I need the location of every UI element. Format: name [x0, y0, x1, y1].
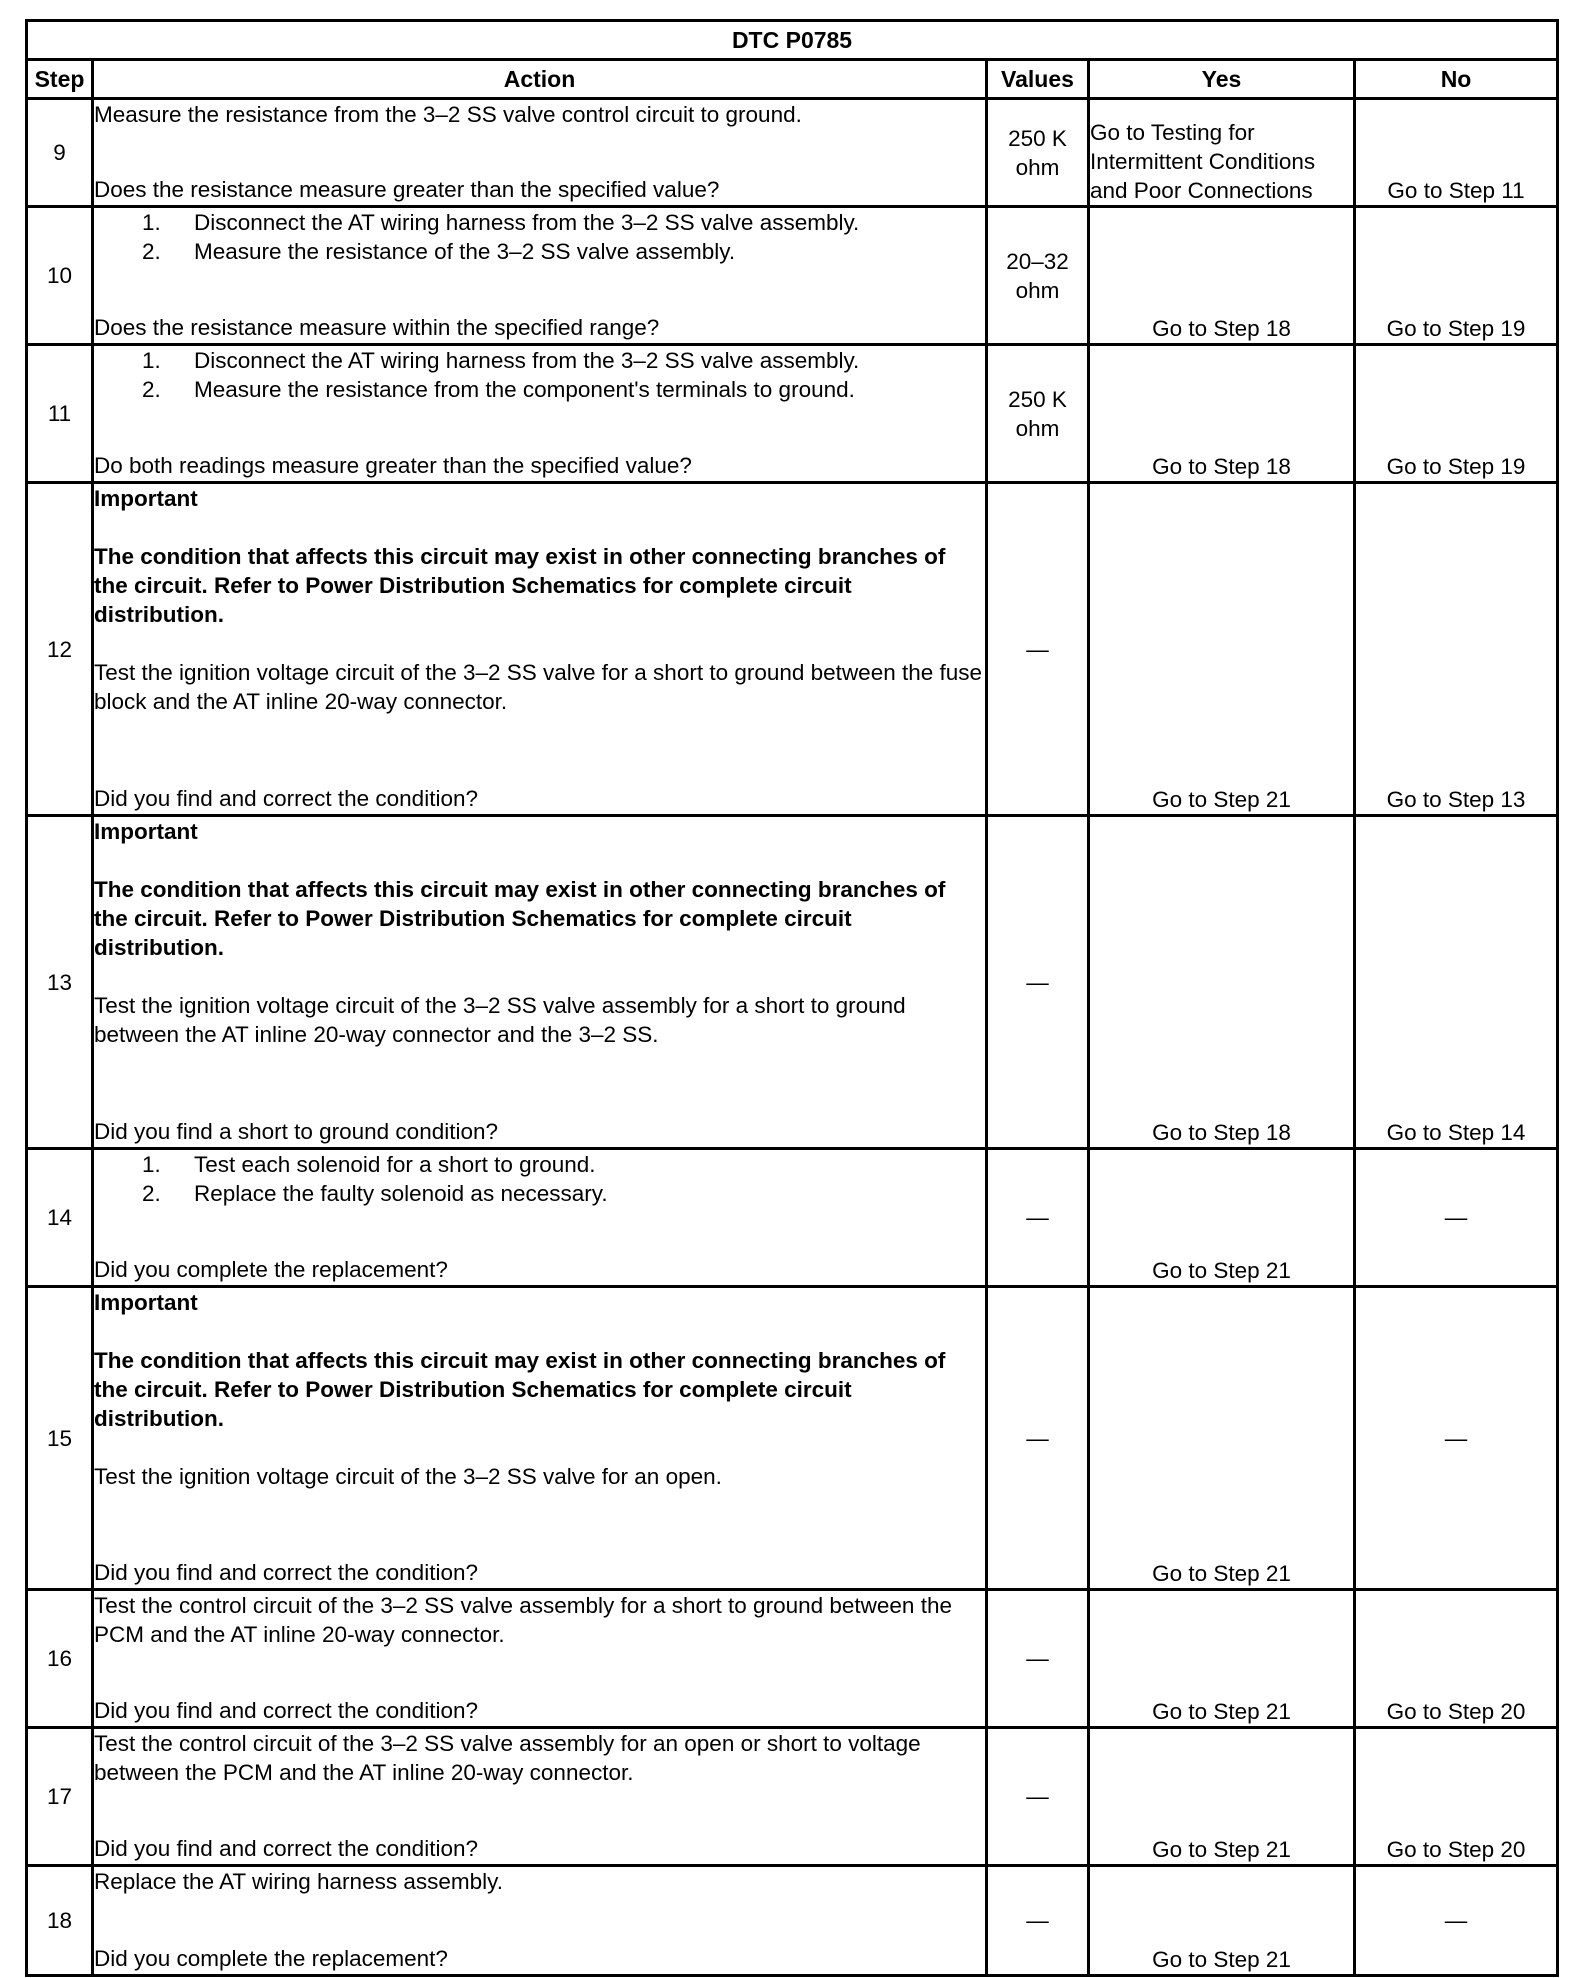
table-row — [27, 816, 1558, 1149]
step-number: 14 — [27, 1149, 93, 1287]
values-cell: — — [987, 1149, 1089, 1287]
title-row — [27, 21, 1558, 60]
no-cell: Go to Step 11 — [1355, 99, 1558, 207]
values-cell: — — [987, 1728, 1089, 1866]
list-item: 2. Replace the faulty solenoid as necessary. — [142, 1181, 608, 1206]
action-instruction: Measure the resistance from the 3–2 SS valve control circuit to ground. — [94, 102, 802, 127]
action-instruction: Test the ignition voltage circuit of the 3–2 SS valve for a short to ground between the fuse block and the AT inline 20-way connector. — [94, 660, 983, 714]
action-cell — [93, 207, 987, 345]
action-cell — [93, 816, 987, 1149]
dtc-table — [25, 19, 1559, 1977]
no-cell: — — [1355, 1866, 1558, 1976]
important-note: The condition that affects this circuit may exist in other connecting branches of the circuit. Refer to Power Distribution Schematics for complete circuit distribution. — [94, 544, 946, 627]
no-cell: Go to Step 19 — [1355, 207, 1558, 345]
header-action: Action — [93, 60, 987, 99]
header-step: Step — [27, 60, 93, 99]
important-label: Important — [94, 819, 198, 844]
no-cell: Go to Step 19 — [1355, 345, 1558, 483]
no-cell: Go to Step 13 — [1355, 483, 1558, 816]
action-cell — [93, 1728, 987, 1866]
step-number: 15 — [27, 1287, 93, 1590]
table-title: DTC P0785 — [27, 21, 1558, 60]
action-question: Did you find and correct the condition? — [94, 1836, 478, 1861]
values-cell: 250 K ohm — [987, 99, 1089, 207]
action-instruction: Test the ignition voltage circuit of the 3–2 SS valve assembly for a short to ground between the AT inline 20-way connector and the 3–2 SS. — [94, 993, 906, 1047]
header-yes: Yes — [1089, 60, 1355, 99]
step-number: 17 — [27, 1728, 93, 1866]
action-steps — [94, 346, 985, 404]
step-number: 9 — [27, 99, 93, 207]
action-instruction: Replace the AT wiring harness assembly. — [94, 1869, 503, 1894]
action-instruction: Test the ignition voltage circuit of the 3–2 SS valve for an open. — [94, 1464, 722, 1489]
step-number: 18 — [27, 1866, 93, 1976]
table-row — [27, 1287, 1558, 1590]
important-note: The condition that affects this circuit may exist in other connecting branches of the circuit. Refer to Power Distribution Schematics for complete circuit distribution. — [94, 877, 946, 960]
yes-cell: Go to Step 21 — [1089, 1728, 1355, 1866]
action-question: Did you complete the replacement? — [94, 1946, 448, 1971]
header-no: No — [1355, 60, 1558, 99]
table-row — [27, 1728, 1558, 1866]
yes-cell: Go to Step 21 — [1089, 1149, 1355, 1287]
table-row — [27, 1149, 1558, 1287]
action-steps — [94, 208, 985, 266]
action-cell — [93, 1590, 987, 1728]
action-question: Did you find and correct the condition? — [94, 786, 478, 811]
action-question: Does the resistance measure within the specified range? — [94, 315, 660, 340]
list-item: 2. Measure the resistance from the component's terminals to ground. — [142, 377, 855, 402]
no-cell: Go to Step 20 — [1355, 1590, 1558, 1728]
action-cell — [93, 1287, 987, 1590]
step-number: 16 — [27, 1590, 93, 1728]
list-item: 1. Disconnect the AT wiring harness from the 3–2 SS valve assembly. — [142, 348, 860, 373]
important-note: The condition that affects this circuit may exist in other connecting branches of the circuit. Refer to Power Distribution Schematics for complete circuit distribution. — [94, 1348, 946, 1431]
important-label: Important — [94, 486, 198, 511]
values-cell: — — [987, 483, 1089, 816]
list-item: 2. Measure the resistance of the 3–2 SS valve assembly. — [142, 239, 736, 264]
important-label: Important — [94, 1290, 198, 1315]
step-number: 13 — [27, 816, 93, 1149]
action-question: Did you find and correct the condition? — [94, 1560, 478, 1585]
action-steps — [94, 1150, 985, 1208]
yes-cell: Go to Step 21 — [1089, 1590, 1355, 1728]
table-row — [27, 483, 1558, 816]
list-item: 1. Disconnect the AT wiring harness from the 3–2 SS valve assembly. — [142, 210, 860, 235]
action-question: Does the resistance measure greater than the specified value? — [94, 177, 720, 202]
yes-cell: Go to Step 21 — [1089, 1866, 1355, 1976]
action-instruction: Test the control circuit of the 3–2 SS valve assembly for an open or short to voltage between the PCM and the AT inline 20-way connector. — [94, 1731, 921, 1785]
step-number: 12 — [27, 483, 93, 816]
no-cell: — — [1355, 1287, 1558, 1590]
table-row — [27, 207, 1558, 345]
no-cell: Go to Step 20 — [1355, 1728, 1558, 1866]
values-cell: 250 K ohm — [987, 345, 1089, 483]
action-question: Did you find and correct the condition? — [94, 1698, 478, 1723]
no-cell: — — [1355, 1149, 1558, 1287]
header-values: Values — [987, 60, 1089, 99]
action-cell — [93, 1149, 987, 1287]
action-question: Did you find a short to ground condition? — [94, 1119, 499, 1144]
values-cell: — — [987, 816, 1089, 1149]
list-item: 1. Test each solenoid for a short to ground. — [142, 1152, 596, 1177]
yes-cell: Go to Step 18 — [1089, 207, 1355, 345]
header-row — [27, 60, 1558, 99]
yes-cell: Go to Step 18 — [1089, 345, 1355, 483]
step-number: 11 — [27, 345, 93, 483]
table-row — [27, 99, 1558, 207]
table-row — [27, 345, 1558, 483]
action-question: Did you complete the replacement? — [94, 1257, 448, 1282]
yes-cell: Go to Step 21 — [1089, 483, 1355, 816]
action-cell — [93, 1866, 987, 1976]
table-row — [27, 1590, 1558, 1728]
action-cell — [93, 483, 987, 816]
values-cell: 20–32 ohm — [987, 207, 1089, 345]
action-instruction: Test the control circuit of the 3–2 SS valve assembly for a short to ground between the PCM and the AT inline 20-way connector. — [94, 1593, 952, 1647]
action-cell — [93, 345, 987, 483]
yes-cell: Go to Step 21 — [1089, 1287, 1355, 1590]
table-row — [27, 1866, 1558, 1976]
no-cell: Go to Step 14 — [1355, 816, 1558, 1149]
yes-cell: Go to Step 18 — [1089, 816, 1355, 1149]
step-number: 10 — [27, 207, 93, 345]
action-cell — [93, 99, 987, 207]
values-cell: — — [987, 1590, 1089, 1728]
action-question: Do both readings measure greater than the specified value? — [94, 453, 692, 478]
values-cell: — — [987, 1866, 1089, 1976]
yes-cell: Go to Testing for Intermittent Conditions and Poor Connections — [1089, 99, 1355, 207]
values-cell: — — [987, 1287, 1089, 1590]
